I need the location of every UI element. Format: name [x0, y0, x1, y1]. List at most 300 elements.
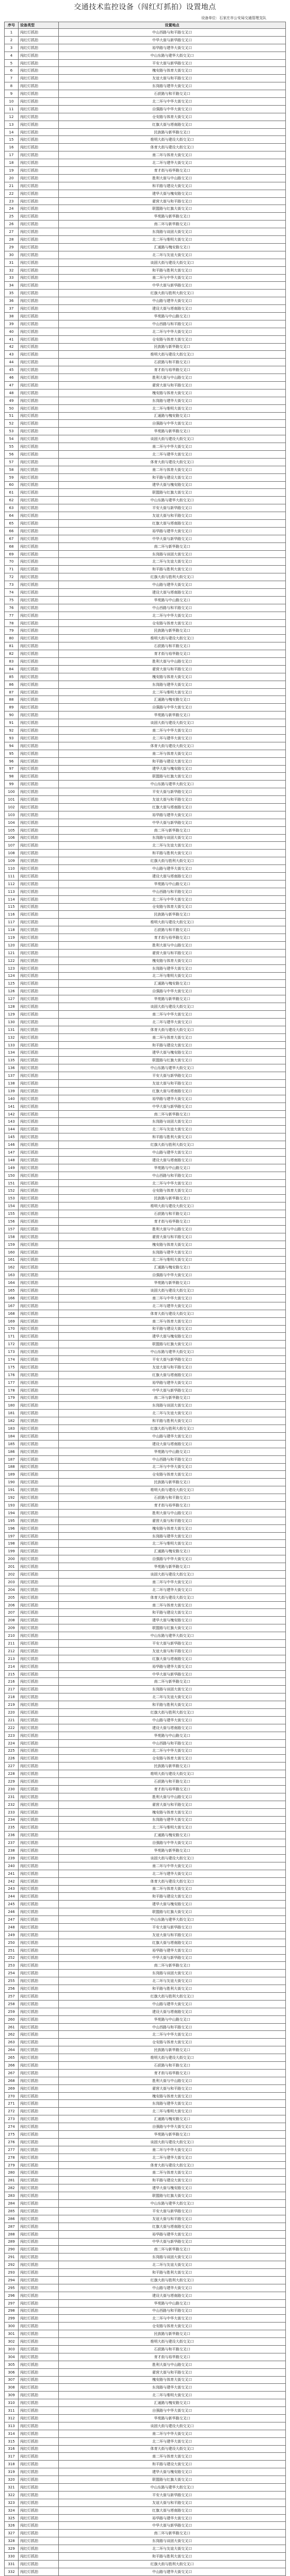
table-row [5, 197, 286, 205]
row-serial: 212 [5, 1647, 19, 1655]
row-location: 中华大街与新华路交叉口 [59, 819, 286, 826]
row-location: 中山东路与建华大街交叉口 [59, 497, 286, 504]
row-location: 维明大街与建设大街交叉口 [59, 2338, 286, 2346]
table-row [5, 727, 286, 735]
table-row [5, 473, 286, 481]
row-location: 友谊大街与和平路交叉口 [59, 1931, 286, 1939]
row-device-type: 闯红灯抓拍 [19, 681, 59, 688]
row-location: 北二环与中华大街交叉口 [59, 2315, 286, 2323]
row-device-type: 闯红灯抓拍 [19, 527, 59, 535]
table-row [5, 2123, 286, 2131]
row-serial: 109 [5, 857, 19, 865]
row-location: 红旗大街与塔南路交叉口 [59, 2506, 286, 2514]
row-location: 维明大街与建设大街交叉口 [59, 2054, 286, 2062]
table-row [5, 2261, 286, 2269]
row-serial: 202 [5, 1571, 19, 1579]
row-serial: 183 [5, 1425, 19, 1433]
row-serial: 213 [5, 1655, 19, 1663]
table-row [5, 803, 286, 811]
row-location: 裕华路与建华大街交叉口 [59, 1379, 286, 1386]
row-location: 东岗路与建华大街交叉口 [59, 82, 286, 90]
row-location: 南二环与中华大街交叉口 [59, 1578, 286, 1586]
row-location: 北二环与友谊大街交叉口 [59, 1126, 286, 1133]
table-row [5, 2499, 286, 2506]
row-serial: 184 [5, 1432, 19, 1440]
table-row [5, 1363, 286, 1371]
row-serial: 214 [5, 1663, 19, 1670]
row-location: 石获路与和平路交叉口 [59, 2062, 286, 2070]
row-location: 红旗大街与塔南路交叉口 [59, 1655, 286, 1663]
row-location: 平安大街与新华路交叉口 [59, 1923, 286, 1931]
row-location: 红旗大街与塔南路交叉口 [59, 1371, 286, 1379]
row-device-type: 闯红灯抓拍 [19, 1770, 59, 1778]
table-row [5, 1341, 286, 1348]
row-location: 槐安路与体育大街交叉口 [59, 389, 286, 397]
row-location: 育才街与裕华路交叉口 [59, 650, 286, 658]
table-row [5, 1808, 286, 1816]
row-location: 维明大街与建设大街交叉口 [59, 1486, 286, 1494]
row-location: 翟营大街与和平路交叉口 [59, 665, 286, 673]
table-row [5, 1985, 286, 1993]
row-serial: 92 [5, 727, 19, 735]
row-device-type: 闯红灯抓拍 [19, 2484, 59, 2492]
row-serial: 283 [5, 2192, 19, 2200]
row-location: 华苑路与新华路交叉口 [59, 213, 286, 221]
row-location: 红旗大街与胜利大街交叉口 [59, 573, 286, 581]
table-row [5, 2560, 286, 2568]
row-device-type: 闯红灯抓拍 [19, 1310, 59, 1317]
row-serial: 258 [5, 2000, 19, 2008]
row-serial: 266 [5, 2062, 19, 2070]
row-serial: 195 [5, 1517, 19, 1524]
row-location: 和平路与胜利大街交叉口 [59, 2553, 286, 2561]
table-row [5, 1202, 286, 1210]
row-serial: 279 [5, 2161, 19, 2169]
table-row [5, 259, 286, 266]
table-row [5, 2092, 286, 2100]
row-device-type: 闯红灯抓拍 [19, 742, 59, 750]
row-device-type: 闯红灯抓拍 [19, 550, 59, 558]
table-row [5, 872, 286, 880]
table-row [5, 389, 286, 397]
row-device-type: 闯红灯抓拍 [19, 2169, 59, 2177]
row-location: 中华大街与新华路交叉口 [59, 36, 286, 44]
row-device-type: 闯红灯抓拍 [19, 988, 59, 995]
row-device-type: 闯红灯抓拍 [19, 1432, 59, 1440]
row-device-type: 闯红灯抓拍 [19, 773, 59, 781]
row-device-type: 闯红灯抓拍 [19, 1218, 59, 1226]
row-serial: 32 [5, 266, 19, 274]
table-row [5, 2054, 286, 2062]
row-location: 南二环与中华大街交叉口 [59, 1294, 286, 1302]
row-serial: 243 [5, 1885, 19, 1893]
table-row [5, 144, 286, 151]
row-location: 中华大街与新华路交叉口 [59, 2238, 286, 2246]
row-location: 南二环与体育大街交叉口 [59, 2169, 286, 2177]
row-location: 华苑路与新华路交叉口 [59, 1847, 286, 1855]
table-row [5, 520, 286, 528]
row-device-type: 闯红灯抓拍 [19, 1080, 59, 1088]
table-row [5, 1640, 286, 1648]
row-device-type: 闯红灯抓拍 [19, 727, 59, 735]
row-location: 仓安路与体育大街交叉口 [59, 2039, 286, 2046]
row-device-type: 闯红灯抓拍 [19, 236, 59, 244]
row-device-type: 闯红灯抓拍 [19, 834, 59, 842]
table-row [5, 397, 286, 404]
table-row [5, 190, 286, 197]
row-serial: 38 [5, 312, 19, 320]
table-row [5, 934, 286, 942]
row-serial: 174 [5, 1356, 19, 1364]
row-serial: 125 [5, 980, 19, 988]
row-device-type: 闯红灯抓拍 [19, 2353, 59, 2361]
row-location: 南二环与新华路交叉口 [59, 1962, 286, 1970]
row-device-type: 闯红灯抓拍 [19, 2399, 59, 2407]
table-row [5, 2223, 286, 2230]
table-row [5, 1110, 286, 1118]
row-device-type: 闯红灯抓拍 [19, 1018, 59, 1026]
row-serial: 330 [5, 2553, 19, 2561]
table-row [5, 182, 286, 190]
row-device-type: 闯红灯抓拍 [19, 412, 59, 420]
row-serial: 97 [5, 765, 19, 773]
row-location: 槐安路与体育大街交叉口 [59, 673, 286, 681]
row-serial: 172 [5, 1341, 19, 1348]
row-device-type: 闯红灯抓拍 [19, 1655, 59, 1663]
row-location: 中山东路与建华大街交叉口 [59, 1348, 286, 1356]
row-location: 北二环与中华大街交叉口 [59, 98, 286, 106]
row-location: 联盟路与红旗大街交叉口 [59, 1624, 286, 1632]
table-row [5, 681, 286, 688]
row-location: 东岗路与谈固大街交叉口 [59, 1118, 286, 1126]
table-row [5, 205, 286, 213]
table-row [5, 957, 286, 964]
row-serial: 86 [5, 681, 19, 688]
row-location: 联盟路与红旗大街交叉口 [59, 2192, 286, 2200]
row-device-type: 闯红灯抓拍 [19, 1632, 59, 1640]
row-serial: 318 [5, 2461, 19, 2468]
row-device-type: 闯红灯抓拍 [19, 1341, 59, 1348]
table-row [5, 1003, 286, 1011]
row-location: 中山东路与建华大街交叉口 [59, 52, 286, 59]
table-row [5, 1080, 286, 1088]
row-device-type: 闯红灯抓拍 [19, 1732, 59, 1739]
row-serial: 14 [5, 128, 19, 136]
row-device-type: 闯红灯抓拍 [19, 665, 59, 673]
row-device-type: 闯红灯抓拍 [19, 1317, 59, 1325]
table-row [5, 650, 286, 658]
row-location: 自强路与中华大街交叉口 [59, 420, 286, 428]
table-row [5, 550, 286, 558]
table-row [5, 174, 286, 182]
row-serial: 24 [5, 205, 19, 213]
table-row [5, 2015, 286, 2023]
table-row [5, 2330, 286, 2338]
row-device-type: 闯红灯抓拍 [19, 995, 59, 1003]
row-serial: 207 [5, 1609, 19, 1617]
table-row [5, 742, 286, 750]
row-location: 裕华路与建华大街交叉口 [59, 1095, 286, 1103]
table-row [5, 857, 286, 865]
table-row [5, 1095, 286, 1103]
row-location: 建华大街与槐安路交叉口 [59, 1049, 286, 1057]
table-row [5, 1693, 286, 1701]
row-location: 友谊大街与和平路交叉口 [59, 2499, 286, 2506]
row-serial: 127 [5, 995, 19, 1003]
row-device-type: 闯红灯抓拍 [19, 420, 59, 428]
table-row [5, 781, 286, 788]
row-device-type: 闯红灯抓拍 [19, 1402, 59, 1410]
row-serial: 161 [5, 1256, 19, 1264]
row-location: 和平路与胜利大街交叉口 [59, 1985, 286, 1993]
row-device-type: 闯红灯抓拍 [19, 1701, 59, 1709]
row-serial: 42 [5, 343, 19, 351]
row-serial: 131 [5, 1026, 19, 1033]
row-serial: 248 [5, 1923, 19, 1931]
row-location: 东岗路与建华大街交叉口 [59, 1816, 286, 1824]
row-serial: 34 [5, 282, 19, 290]
row-serial: 140 [5, 1095, 19, 1103]
table-row [5, 627, 286, 635]
row-location: 翟营大街与和平路交叉口 [59, 1517, 286, 1524]
row-device-type: 闯红灯抓拍 [19, 1425, 59, 1433]
row-device-type: 闯红灯抓拍 [19, 1839, 59, 1847]
row-device-type: 闯红灯抓拍 [19, 2115, 59, 2123]
table-row [5, 236, 286, 244]
row-device-type: 闯红灯抓拍 [19, 696, 59, 704]
row-device-type: 闯红灯抓拍 [19, 458, 59, 466]
row-serial: 148 [5, 1156, 19, 1164]
row-serial: 7 [5, 75, 19, 82]
row-location: 仓安路与体育大街交叉口 [59, 1471, 286, 1479]
row-serial: 29 [5, 243, 19, 251]
table-row [5, 450, 286, 458]
row-device-type: 闯红灯抓拍 [19, 903, 59, 911]
table-row [5, 221, 286, 228]
row-serial: 128 [5, 1003, 19, 1011]
row-device-type: 闯红灯抓拍 [19, 221, 59, 228]
row-device-type: 闯红灯抓拍 [19, 190, 59, 197]
row-device-type: 闯红灯抓拍 [19, 29, 59, 37]
table-row [5, 512, 286, 520]
row-serial: 35 [5, 290, 19, 297]
row-location: 东岗路与谈固大街交叉口 [59, 1686, 286, 1693]
row-device-type: 闯红灯抓拍 [19, 52, 59, 59]
row-device-type: 闯红灯抓拍 [19, 2491, 59, 2499]
table-row [5, 888, 286, 895]
row-device-type: 闯红灯抓拍 [19, 1563, 59, 1571]
table-row [5, 2100, 286, 2108]
table-row [5, 2315, 286, 2323]
row-location: 中山路与建华大街交叉口 [59, 1149, 286, 1157]
row-device-type: 闯红灯抓拍 [19, 719, 59, 727]
row-location: 谈固大街与建设大街交叉口 [59, 1854, 286, 1862]
row-location: 胜利大街与中山路交叉口 [59, 941, 286, 949]
row-location: 民族路与新华路交叉口 [59, 627, 286, 635]
row-serial: 193 [5, 1502, 19, 1510]
row-location: 石获路与和平路交叉口 [59, 1210, 286, 1218]
table-row [5, 1187, 286, 1195]
row-device-type: 闯红灯抓拍 [19, 1724, 59, 1732]
table-row [5, 1824, 286, 1832]
row-location: 红旗大街与塔南路交叉口 [59, 520, 286, 528]
row-serial: 123 [5, 964, 19, 972]
table-row [5, 2361, 286, 2368]
table-row [5, 673, 286, 681]
row-location: 谈固大街与建设大街交叉口 [59, 259, 286, 266]
row-serial: 234 [5, 1816, 19, 1824]
table-row [5, 2146, 286, 2154]
row-serial: 175 [5, 1363, 19, 1371]
table-row [5, 1479, 286, 1486]
row-device-type: 闯红灯抓拍 [19, 581, 59, 589]
row-location: 红旗大街与塔南路交叉口 [59, 1087, 286, 1095]
table-row [5, 1386, 286, 1394]
row-location: 北二环与中华大街交叉口 [59, 1747, 286, 1755]
table-row [5, 2353, 286, 2361]
row-serial: 260 [5, 2015, 19, 2023]
row-serial: 329 [5, 2545, 19, 2553]
row-device-type: 闯红灯抓拍 [19, 2506, 59, 2514]
table-row [5, 305, 286, 313]
row-location: 南二环与体育大街交叉口 [59, 1033, 286, 1041]
row-device-type: 闯红灯抓拍 [19, 1479, 59, 1486]
row-location: 石获路与和平路交叉口 [59, 359, 286, 366]
table-row [5, 2307, 286, 2315]
row-location: 北二环与维明大街交叉口 [59, 236, 286, 244]
row-device-type: 闯红灯抓拍 [19, 765, 59, 773]
row-location: 北二环与中华大街交叉口 [59, 328, 286, 335]
row-device-type: 闯红灯抓拍 [19, 2361, 59, 2368]
row-device-type: 闯红灯抓拍 [19, 98, 59, 106]
row-location: 东岗路与建华大街交叉口 [59, 1532, 286, 1540]
table-row [5, 941, 286, 949]
table-row [5, 1663, 286, 1670]
row-location: 红旗大街与胜利大街交叉口 [59, 1425, 286, 1433]
row-serial: 75 [5, 596, 19, 604]
row-serial: 299 [5, 2315, 19, 2323]
table-row [5, 980, 286, 988]
row-location: 北二环与友谊大街交叉口 [59, 558, 286, 566]
table-row [5, 2522, 286, 2530]
row-serial: 113 [5, 888, 19, 895]
row-device-type: 闯红灯抓拍 [19, 1210, 59, 1218]
row-device-type: 闯红灯抓拍 [19, 1233, 59, 1241]
table-row [5, 1272, 286, 1279]
row-device-type: 闯红灯抓拍 [19, 36, 59, 44]
row-device-type: 闯红灯抓拍 [19, 1118, 59, 1126]
row-location: 北二环与友谊大街交叉口 [59, 251, 286, 259]
row-device-type: 闯红灯抓拍 [19, 481, 59, 489]
row-device-type: 闯红灯抓拍 [19, 2292, 59, 2299]
row-serial: 21 [5, 182, 19, 190]
row-device-type: 闯红灯抓拍 [19, 1555, 59, 1563]
table-row [5, 128, 286, 136]
row-device-type: 闯红灯抓拍 [19, 1241, 59, 1248]
row-location: 友谊大街与和平路交叉口 [59, 75, 286, 82]
row-location: 中山路与建华大街交叉口 [59, 581, 286, 589]
table-row [5, 2138, 286, 2146]
row-device-type: 闯红灯抓拍 [19, 1762, 59, 1770]
table-row [5, 773, 286, 781]
row-serial: 232 [5, 1801, 19, 1808]
table-row [5, 665, 286, 673]
row-location: 东岗路与建华大街交叉口 [59, 2100, 286, 2108]
row-location: 东岗路与建华大街交叉口 [59, 964, 286, 972]
row-device-type: 闯红灯抓拍 [19, 2368, 59, 2376]
row-device-type: 闯红灯抓拍 [19, 243, 59, 251]
row-location: 中山西路与和平路交叉口 [59, 1739, 286, 1747]
row-device-type: 闯红灯抓拍 [19, 850, 59, 857]
row-serial: 250 [5, 1939, 19, 1946]
table-row [5, 2292, 286, 2299]
row-device-type: 闯红灯抓拍 [19, 688, 59, 696]
table-row [5, 1417, 286, 1425]
row-device-type: 闯红灯抓拍 [19, 857, 59, 865]
table-header-row [5, 22, 286, 29]
row-device-type: 闯红灯抓拍 [19, 1854, 59, 1862]
row-location: 南二环与中华大街交叉口 [59, 1862, 286, 1870]
row-device-type: 闯红灯抓拍 [19, 1862, 59, 1870]
row-device-type: 闯红灯抓拍 [19, 2161, 59, 2169]
table-row [5, 1716, 286, 1724]
row-serial: 256 [5, 1985, 19, 1993]
row-location: 育才街与裕华路交叉口 [59, 934, 286, 942]
table-row [5, 1762, 286, 1770]
row-serial: 328 [5, 2537, 19, 2545]
row-device-type: 闯红灯抓拍 [19, 1149, 59, 1157]
row-location: 维明大街与建设大街交叉口 [59, 136, 286, 144]
row-location: 联盟路与红旗大街交叉口 [59, 1341, 286, 1348]
row-serial: 274 [5, 2123, 19, 2131]
row-device-type: 闯红灯抓拍 [19, 558, 59, 566]
row-serial: 120 [5, 941, 19, 949]
row-device-type: 闯红灯抓拍 [19, 1440, 59, 1448]
row-device-type: 闯红灯抓拍 [19, 1272, 59, 1279]
row-serial: 39 [5, 320, 19, 328]
row-serial: 162 [5, 1264, 19, 1272]
table-row [5, 1739, 286, 1747]
row-device-type: 闯红灯抓拍 [19, 2062, 59, 2070]
table-row [5, 2023, 286, 2031]
row-location: 东岗路与谈固大街交叉口 [59, 1402, 286, 1410]
table-row [5, 2445, 286, 2453]
row-location: 建设大街与塔南路交叉口 [59, 2008, 286, 2015]
row-serial: 300 [5, 2323, 19, 2330]
row-device-type: 闯红灯抓拍 [19, 2000, 59, 2008]
row-location: 建设大街与塔南路交叉口 [59, 2292, 286, 2299]
row-serial: 79 [5, 627, 19, 635]
table-row [5, 1233, 286, 1241]
row-serial: 178 [5, 1386, 19, 1394]
row-device-type: 闯红灯抓拍 [19, 305, 59, 313]
row-device-type: 闯红灯抓拍 [19, 1801, 59, 1808]
row-location: 南二环与中华大街交叉口 [59, 727, 286, 735]
table-row [5, 1594, 286, 1601]
table-row [5, 343, 286, 351]
row-device-type: 闯红灯抓拍 [19, 2100, 59, 2108]
row-device-type: 闯红灯抓拍 [19, 1586, 59, 1594]
row-serial: 265 [5, 2054, 19, 2062]
table-row [5, 2484, 286, 2492]
table-row [5, 596, 286, 604]
row-serial: 85 [5, 673, 19, 681]
table-row [5, 1770, 286, 1778]
row-device-type: 闯红灯抓拍 [19, 911, 59, 919]
row-location: 和平路与建设大街交叉口 [59, 473, 286, 481]
row-location: 北二环与建华大街交叉口 [59, 1018, 286, 1026]
row-device-type: 闯红灯抓拍 [19, 2522, 59, 2530]
